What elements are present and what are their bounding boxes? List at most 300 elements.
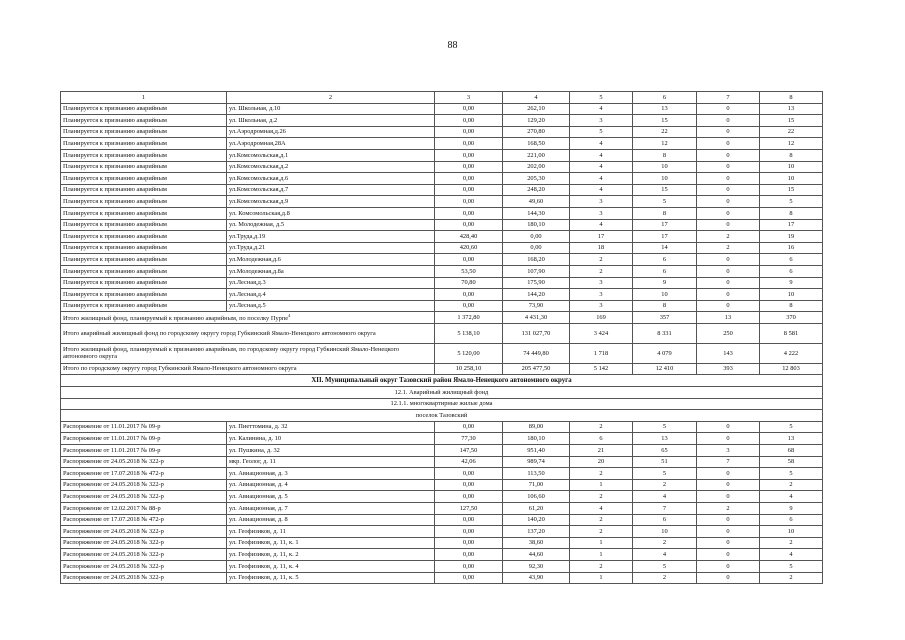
table-cell: 0 xyxy=(697,184,760,196)
table-cell: Распоряжение от 24.05.2018 № 322-р xyxy=(61,526,227,538)
table-cell: 168,20 xyxy=(503,254,570,266)
table-row xyxy=(61,421,823,433)
column-number-row xyxy=(61,92,823,104)
table-cell: 5 xyxy=(760,196,823,208)
table-cell: Распоряжение от 24.05.2018 № 322-р xyxy=(61,572,227,584)
table-cell: 5 120,00 xyxy=(435,343,503,363)
table-cell: 0 xyxy=(697,421,760,433)
table-cell: 0,00 xyxy=(435,219,503,231)
table-cell: 2 xyxy=(697,231,760,243)
table-cell: 6 xyxy=(570,433,633,445)
table-cell: ул.Комсомольская,д.1 xyxy=(227,149,435,161)
page-number: 88 xyxy=(447,40,458,51)
table-cell: 89,00 xyxy=(503,421,570,433)
subsection-3-row xyxy=(61,410,823,422)
table-row xyxy=(61,300,823,312)
table-cell: 428,40 xyxy=(435,231,503,243)
table-cell: 5 xyxy=(760,560,823,572)
table-cell: 19 xyxy=(760,231,823,243)
table-cell: 0,00 xyxy=(503,242,570,254)
table-cell: 6 xyxy=(760,514,823,526)
table-cell: 393 xyxy=(697,363,760,375)
table-cell: 140,20 xyxy=(503,514,570,526)
table-row xyxy=(61,479,823,491)
table-cell: 262,10 xyxy=(503,103,570,115)
table-cell: 5 xyxy=(760,421,823,433)
table-cell: 420,60 xyxy=(435,242,503,254)
subsection-2-row xyxy=(61,398,823,410)
table-cell: 0 xyxy=(697,219,760,231)
table-cell: ул.Молодежная,д.6 xyxy=(227,254,435,266)
table-cell: 8 xyxy=(760,149,823,161)
table-cell: Планируется к признанию аварийным xyxy=(61,300,227,312)
table-cell: 5 138,10 xyxy=(435,323,503,343)
total-label xyxy=(61,343,435,363)
table-row xyxy=(61,219,823,231)
table-cell: 113,50 xyxy=(503,468,570,480)
table-cell: 0 xyxy=(697,514,760,526)
table-cell: 0,00 xyxy=(435,300,503,312)
table-cell: 175,90 xyxy=(503,277,570,289)
table-cell: 77,30 xyxy=(435,433,503,445)
table-row xyxy=(61,231,823,243)
table-cell: 0,00 xyxy=(435,161,503,173)
table-cell: 12 xyxy=(760,138,823,150)
table-cell: Распоряжение от 11.01.2017 № 09-р xyxy=(61,421,227,433)
table-cell: 4 xyxy=(570,184,633,196)
table-row xyxy=(61,138,823,150)
table-cell: 0,00 xyxy=(503,231,570,243)
table-cell: 0,00 xyxy=(435,149,503,161)
table-cell: 22 xyxy=(760,126,823,138)
table-row xyxy=(61,196,823,208)
table-cell: 2 xyxy=(570,265,633,277)
header-cell: 1 xyxy=(61,92,227,104)
table-cell: 169 xyxy=(570,312,633,324)
table-cell: ул. Калинина, д. 10 xyxy=(227,433,435,445)
table-cell: 129,20 xyxy=(503,115,570,127)
total-label-text: Итого жилищный фонд, планируемый к признанию аварийным, по городскому округу город Губкинский Ямало-Ненецкого автономного округа xyxy=(63,346,400,361)
table-cell: 0 xyxy=(697,103,760,115)
table-cell: 70,80 xyxy=(435,277,503,289)
table-row xyxy=(61,560,823,572)
table-cell: ул. Геофизиков, д. 11, к. 5 xyxy=(227,572,435,584)
table-cell: ул.Комсомольская,д.6 xyxy=(227,173,435,185)
table-cell: 8 xyxy=(633,149,697,161)
table-cell: 1 xyxy=(570,572,633,584)
table-cell: 0,00 xyxy=(435,549,503,561)
table-cell: Распоряжение от 11.01.2017 № 09-р xyxy=(61,433,227,445)
table-cell: 6 xyxy=(760,254,823,266)
table-row xyxy=(61,254,823,266)
table-cell: Распоряжение от 12.02.2017 № 88-р xyxy=(61,503,227,515)
table-cell: 5 xyxy=(633,421,697,433)
table-cell: Планируется к признанию аварийным xyxy=(61,219,227,231)
table-cell: 7 xyxy=(633,503,697,515)
table-cell: 0 xyxy=(697,479,760,491)
table-cell: Планируется к признанию аварийным xyxy=(61,173,227,185)
table-cell: 6 xyxy=(633,514,697,526)
table-cell: 15 xyxy=(760,115,823,127)
table-cell: 0,00 xyxy=(435,421,503,433)
table-cell: ул.Комсомольская,д.7 xyxy=(227,184,435,196)
table-cell: 4 xyxy=(570,103,633,115)
table-cell: ул. Авиационная, д. 3 xyxy=(227,468,435,480)
table-cell: ул. Геофизиков, д. 11 xyxy=(227,526,435,538)
table-row xyxy=(61,433,823,445)
table-cell: 1 xyxy=(570,537,633,549)
table-cell: 12.1.1. многоквартирные жилые дома xyxy=(61,398,823,410)
table-cell: 0 xyxy=(697,173,760,185)
subsection-1-row xyxy=(61,387,823,399)
table-cell: 131 027,70 xyxy=(503,323,570,343)
table-cell: 0 xyxy=(697,300,760,312)
table-cell: 2 xyxy=(760,479,823,491)
table-row xyxy=(61,503,823,515)
table-cell: Планируется к признанию аварийным xyxy=(61,161,227,173)
table-cell: 0 xyxy=(697,526,760,538)
table-cell: Планируется к признанию аварийным xyxy=(61,184,227,196)
table-cell: 92,30 xyxy=(503,560,570,572)
table-cell: 10 xyxy=(760,161,823,173)
table-cell: Распоряжение от 24.05.2018 № 322-р xyxy=(61,560,227,572)
table-cell: ул. Пиеттомина, д. 32 xyxy=(227,421,435,433)
table-cell: 0 xyxy=(697,254,760,266)
table-row xyxy=(61,289,823,301)
table-cell: 6 xyxy=(633,254,697,266)
table-cell: 10 xyxy=(633,289,697,301)
header-cell: 2 xyxy=(227,92,435,104)
table-cell: 9 xyxy=(633,277,697,289)
table-cell: 250 xyxy=(697,323,760,343)
table-cell: 8 581 xyxy=(760,323,823,343)
table-cell: 13 xyxy=(760,433,823,445)
table-cell: 143 xyxy=(697,343,760,363)
table-cell: 2 xyxy=(760,572,823,584)
table-cell: ул. Школьная, д.2 xyxy=(227,115,435,127)
table-cell: 4 222 xyxy=(760,343,823,363)
table-cell: ул.Аэродромная,28А xyxy=(227,138,435,150)
table-cell: 0,00 xyxy=(435,526,503,538)
table-cell: 357 xyxy=(633,312,697,324)
table-cell: ул. Молодежная, д.5 xyxy=(227,219,435,231)
table-cell: 0,00 xyxy=(435,514,503,526)
table-cell: Планируется к признанию аварийным xyxy=(61,138,227,150)
table-cell: Планируется к признанию аварийным xyxy=(61,126,227,138)
table-cell: Планируется к признанию аварийным xyxy=(61,289,227,301)
table-cell: 58 xyxy=(760,456,823,468)
table-cell: 2 xyxy=(633,537,697,549)
table-cell: 17 xyxy=(633,231,697,243)
table-cell: 106,60 xyxy=(503,491,570,503)
table-cell: ул.Труда,д.19 xyxy=(227,231,435,243)
table-cell: 44,60 xyxy=(503,549,570,561)
table-cell: 12 803 xyxy=(760,363,823,375)
table-row xyxy=(61,173,823,185)
table-cell: Распоряжение от 11.01.2017 № 09-р xyxy=(61,445,227,457)
table-row xyxy=(61,537,823,549)
table-cell: 10 xyxy=(760,173,823,185)
table-cell: 180,10 xyxy=(503,219,570,231)
table-cell: 0,00 xyxy=(435,207,503,219)
table-cell: 2 xyxy=(570,254,633,266)
table-cell: 2 xyxy=(570,421,633,433)
table-cell: 2 xyxy=(570,526,633,538)
table-cell: 4 xyxy=(570,138,633,150)
table-row xyxy=(61,149,823,161)
total-label xyxy=(61,363,435,375)
table-cell: 0 xyxy=(697,433,760,445)
table-cell: 71,00 xyxy=(503,479,570,491)
table-cell: 0 xyxy=(697,115,760,127)
table-cell: ул.Лесная,д.3 xyxy=(227,277,435,289)
header-cell: 8 xyxy=(760,92,823,104)
table-cell: Планируется к признанию аварийным xyxy=(61,254,227,266)
table-cell: 3 424 xyxy=(570,323,633,343)
table-cell: 1 xyxy=(570,549,633,561)
table-cell: 1 372,80 xyxy=(435,312,503,324)
table-cell: 0 xyxy=(697,549,760,561)
table-cell: 0,00 xyxy=(435,103,503,115)
table-cell: 107,90 xyxy=(503,265,570,277)
table-cell: 3 xyxy=(697,445,760,457)
table-cell: 42,06 xyxy=(435,456,503,468)
table-cell: 9 xyxy=(760,503,823,515)
table-cell: 2 xyxy=(570,491,633,503)
table-cell: 22 xyxy=(633,126,697,138)
header-cell: 5 xyxy=(570,92,633,104)
table-cell: 370 xyxy=(760,312,823,324)
table-cell: 0,00 xyxy=(435,184,503,196)
table-cell: 15 xyxy=(760,184,823,196)
table-cell: 0 xyxy=(697,161,760,173)
table-cell: ул.Молодежная,д.8а xyxy=(227,265,435,277)
table-cell: 61,20 xyxy=(503,503,570,515)
table-cell: 1 718 xyxy=(570,343,633,363)
table-cell: 0 xyxy=(697,537,760,549)
table-cell: Распоряжение от 24.05.2018 № 322-р xyxy=(61,456,227,468)
table-cell: 0 xyxy=(697,560,760,572)
table-cell: 73,90 xyxy=(503,300,570,312)
table-cell: 4 xyxy=(570,173,633,185)
table-cell: 53,50 xyxy=(435,265,503,277)
header-cell: 7 xyxy=(697,92,760,104)
table-cell: 8 xyxy=(633,207,697,219)
table-cell: ул.Аэродромная,д.26 xyxy=(227,126,435,138)
table-cell: 5 xyxy=(633,196,697,208)
table-cell: 205,30 xyxy=(503,173,570,185)
table-cell: 6 xyxy=(760,265,823,277)
table-cell: 3 xyxy=(570,277,633,289)
table-cell: Планируется к признанию аварийным xyxy=(61,277,227,289)
table-cell: Планируется к признанию аварийным xyxy=(61,115,227,127)
table-cell: 0,00 xyxy=(435,115,503,127)
table-cell: 137,20 xyxy=(503,526,570,538)
table-cell: 2 xyxy=(570,514,633,526)
table-cell: 10 258,10 xyxy=(435,363,503,375)
total-row xyxy=(61,363,823,375)
table-cell: 14 xyxy=(633,242,697,254)
table-cell: 6 xyxy=(633,265,697,277)
table-cell: 2 xyxy=(570,468,633,480)
table-cell: Планируется к признанию аварийным xyxy=(61,231,227,243)
table-cell: ул. Авиационная, д. 5 xyxy=(227,491,435,503)
header-cell: 4 xyxy=(503,92,570,104)
table-row xyxy=(61,526,823,538)
table-row xyxy=(61,277,823,289)
table-cell: 12 410 xyxy=(633,363,697,375)
table-cell: 5 xyxy=(760,468,823,480)
table-cell: 3 xyxy=(570,115,633,127)
table-cell: 7 xyxy=(697,456,760,468)
table-cell: 8 xyxy=(760,207,823,219)
table-cell: 0,00 xyxy=(435,138,503,150)
table-cell: 2 xyxy=(760,537,823,549)
table-row xyxy=(61,456,823,468)
table-row xyxy=(61,161,823,173)
table-cell: 17 xyxy=(760,219,823,231)
table-cell: ул.Лесная,д.5 xyxy=(227,300,435,312)
total-label-text: Итого по городскому округу город Губкинский Ямало-Ненецкого автономного округа xyxy=(63,365,297,373)
table-cell: 13 xyxy=(760,103,823,115)
table-cell: 21 xyxy=(570,445,633,457)
table-cell: 3 xyxy=(570,207,633,219)
table-cell: 68 xyxy=(760,445,823,457)
table-cell: 0 xyxy=(697,572,760,584)
table-cell: 15 xyxy=(633,115,697,127)
table-cell: 0 xyxy=(697,491,760,503)
table-cell: поселок Тазовский xyxy=(61,410,823,422)
table-cell: 49,60 xyxy=(503,196,570,208)
table-cell: 0 xyxy=(697,149,760,161)
table-row xyxy=(61,184,823,196)
table-cell: 4 xyxy=(633,549,697,561)
table-cell: ул. Комсомольская,д.8 xyxy=(227,207,435,219)
table-row xyxy=(61,468,823,480)
table-body xyxy=(61,92,823,584)
table-cell: 65 xyxy=(633,445,697,457)
table-cell: 5 xyxy=(570,126,633,138)
table-cell: мкр. Геолог, д. 11 xyxy=(227,456,435,468)
table-cell: ул.Лесная,д.4 xyxy=(227,289,435,301)
table-cell: 2 xyxy=(633,572,697,584)
table-cell: 248,20 xyxy=(503,184,570,196)
table-cell: 2 xyxy=(697,242,760,254)
table-row xyxy=(61,126,823,138)
table-cell: 4 431,30 xyxy=(503,312,570,324)
table-cell: 270,80 xyxy=(503,126,570,138)
total-row xyxy=(61,323,823,343)
table-cell: 1 xyxy=(570,479,633,491)
table-cell: 4 xyxy=(760,491,823,503)
table-cell: 0,00 xyxy=(435,126,503,138)
table-cell: 3 xyxy=(570,196,633,208)
table-cell: 4 079 xyxy=(633,343,697,363)
table-row xyxy=(61,103,823,115)
table-cell: 989,74 xyxy=(503,456,570,468)
table-cell: 4 xyxy=(570,219,633,231)
table-cell: ул.Комсомольская,д.2 xyxy=(227,161,435,173)
housing-table xyxy=(60,91,823,584)
table-row xyxy=(61,572,823,584)
table-cell: 15 xyxy=(633,184,697,196)
table-row xyxy=(61,491,823,503)
table-cell: 4 xyxy=(760,549,823,561)
table-cell: 147,50 xyxy=(435,445,503,457)
table-cell: 2 xyxy=(633,479,697,491)
table-cell: 0,00 xyxy=(435,468,503,480)
table-cell: Распоряжение от 17.07.2018 № 472-р xyxy=(61,468,227,480)
table-cell: 0 xyxy=(697,138,760,150)
table-cell: Распоряжение от 17.07.2018 № 472-р xyxy=(61,514,227,526)
table-cell: 127,50 xyxy=(435,503,503,515)
total-row xyxy=(61,312,823,324)
table-cell: 18 xyxy=(570,242,633,254)
table-cell: 0,00 xyxy=(435,560,503,572)
total-label-text: Итого аварийный жилищный фонд по городскому округу город Губкинский Ямало-Ненецкого автономного округа xyxy=(63,329,376,337)
table-cell: 8 331 xyxy=(633,323,697,343)
header-cell: 6 xyxy=(633,92,697,104)
table-cell: 8 xyxy=(633,300,697,312)
table-cell: 205 477,50 xyxy=(503,363,570,375)
table-cell: 4 xyxy=(570,503,633,515)
table-cell: 13 xyxy=(633,103,697,115)
table-cell: 4 xyxy=(633,491,697,503)
table-cell: 0 xyxy=(697,265,760,277)
table-cell: 0,00 xyxy=(435,572,503,584)
table-cell: 951,40 xyxy=(503,445,570,457)
table-cell: ул. Пушкина, д. 32 xyxy=(227,445,435,457)
table-cell: 20 xyxy=(570,456,633,468)
table-cell: 0 xyxy=(697,289,760,301)
table-cell: 4 xyxy=(570,149,633,161)
table-cell: 0 xyxy=(697,126,760,138)
table-cell: 3 xyxy=(570,289,633,301)
table-cell: 38,60 xyxy=(503,537,570,549)
table-cell: 5 xyxy=(633,560,697,572)
table-cell: 16 xyxy=(760,242,823,254)
table-cell: Планируется к признанию аварийным xyxy=(61,149,227,161)
table-cell: 2 xyxy=(697,503,760,515)
table-cell: 12.1. Аварийный жилищный фонд xyxy=(61,387,823,399)
table-row xyxy=(61,514,823,526)
table-cell: 17 xyxy=(570,231,633,243)
table-row xyxy=(61,549,823,561)
table-cell: 10 xyxy=(633,161,697,173)
table-cell: 0,00 xyxy=(435,479,503,491)
table-cell: 202,00 xyxy=(503,161,570,173)
table-cell: 0,00 xyxy=(435,173,503,185)
table-cell: Распоряжение от 24.05.2018 № 322-р xyxy=(61,479,227,491)
table-cell: 0,00 xyxy=(435,289,503,301)
total-row xyxy=(61,343,823,363)
table-cell: Планируется к признанию аварийным xyxy=(61,265,227,277)
table-cell: 0,00 xyxy=(435,537,503,549)
table-cell: 0,00 xyxy=(435,491,503,503)
table-cell: 10 xyxy=(633,526,697,538)
table-cell: Планируется к признанию аварийным xyxy=(61,242,227,254)
table-cell: 13 xyxy=(633,433,697,445)
table-cell: 51 xyxy=(633,456,697,468)
table-cell: 10 xyxy=(760,289,823,301)
table-cell: 8 xyxy=(760,300,823,312)
table-cell: ул. Школьная, д.10 xyxy=(227,103,435,115)
table-row xyxy=(61,242,823,254)
table-cell: 0 xyxy=(697,196,760,208)
table-cell: 10 xyxy=(633,173,697,185)
table-cell: 4 xyxy=(570,161,633,173)
table-cell: 168,50 xyxy=(503,138,570,150)
